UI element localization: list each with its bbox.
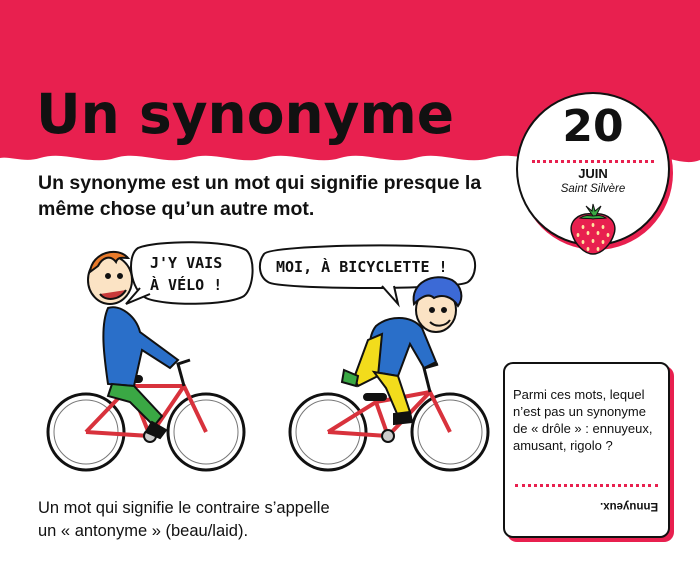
quiz-divider <box>515 484 658 487</box>
date-day: 20 <box>562 101 624 152</box>
bubble-left-line2: À VÉLO ! <box>150 276 223 294</box>
date-saint: Saint Silvère <box>560 183 626 195</box>
bubble-right-text: MOI, À BICYCLETTE ! <box>276 258 448 276</box>
strawberry-icon <box>566 202 620 256</box>
antonym-note-line1: Un mot qui signifie le contraire s’appelle <box>38 499 330 517</box>
quiz-card <box>503 362 670 538</box>
quiz-answer: Ennuyeux. <box>599 500 658 512</box>
page-title: Un synonyme <box>36 82 455 146</box>
speech-bubble-left <box>126 242 253 304</box>
antonym-note <box>38 497 478 543</box>
antonym-note-line2: un « antonyme » (beau/laid). <box>38 522 249 540</box>
date-badge <box>516 92 670 246</box>
cartoon-illustration <box>38 236 500 482</box>
date-month: JUIN <box>578 166 608 181</box>
quiz-question: Parmi ces mots, lequel n’est pas un synonyme de « drôle » : ennuyeux, amusant, rigolo ? <box>513 387 653 453</box>
right-cyclist <box>290 277 488 470</box>
date-divider <box>532 160 654 163</box>
definition-text: Un synonyme est un mot qui signifie presque la même chose qu’un autre mot. <box>38 172 482 220</box>
bubble-left-line1: J'Y VAIS <box>150 254 223 272</box>
